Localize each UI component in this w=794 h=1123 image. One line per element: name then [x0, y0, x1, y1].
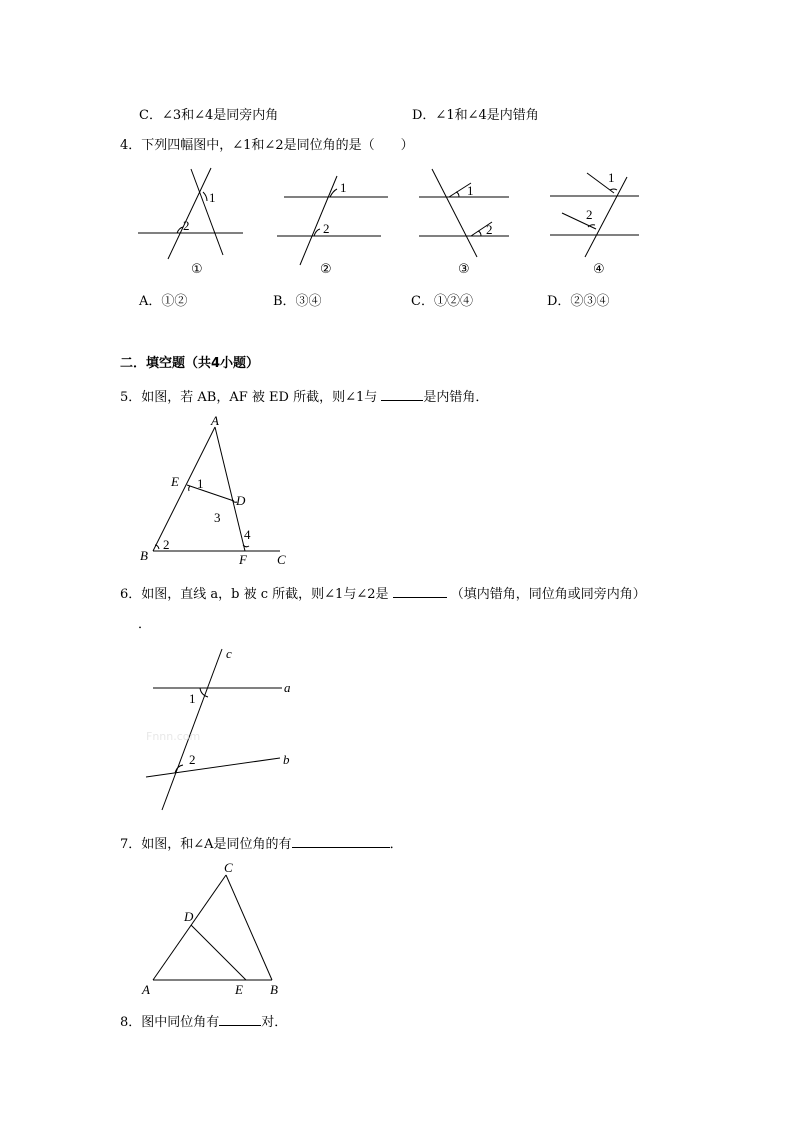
q5-stem-part-a: 5．如图，若 AB，AF 被 ED 所截，则∠1与 — [120, 390, 378, 405]
q6-line-b: b — [283, 752, 290, 767]
q8-stem-part-b: 对． — [261, 1015, 288, 1030]
q5-point-a: A — [211, 413, 219, 428]
q7-point-d: D — [184, 909, 194, 924]
q8-stem-part-a: 8．图中同位角有 — [120, 1015, 220, 1030]
q5-point-f: F — [239, 552, 247, 567]
q4-fig1-angle-1: 1 — [209, 190, 216, 205]
q7-stem-part-b: ． — [389, 837, 403, 852]
q4-fig4-angle-1: 1 — [608, 170, 615, 185]
q4-fig2-label: ② — [320, 262, 332, 277]
q6-angle-1: 1 — [189, 691, 196, 706]
q3-option-c: C．∠3和∠4是同旁内角 — [139, 108, 279, 123]
q4-fig1-label: ① — [191, 262, 203, 277]
q5-angle-3: 3 — [214, 510, 221, 525]
q5-figure — [135, 415, 295, 565]
q7-point-b: B — [270, 982, 278, 997]
q5-point-c: C — [277, 552, 286, 567]
q5-point-d: D — [236, 493, 246, 508]
q8-answer-blank[interactable] — [219, 1013, 261, 1026]
q5-point-b: B — [140, 548, 148, 563]
q7-figure — [135, 855, 295, 995]
q6-answer-blank[interactable] — [393, 585, 447, 598]
q6-stem-part-b: （填内错角，同位角或同旁内角） — [450, 587, 646, 602]
q5-point-e: E — [171, 474, 179, 489]
q5-stem-part-b: 是内错角． — [423, 390, 489, 405]
q5-angle-1: 1 — [197, 476, 204, 491]
q4-fig4-label: ④ — [593, 262, 605, 277]
q7-stem — [120, 833, 403, 852]
q4-option-c: C．①②④ — [411, 294, 473, 309]
q5-stem — [120, 386, 488, 405]
q6-line-a: a — [284, 680, 291, 695]
q4-fig2-angle-2: 2 — [323, 221, 330, 236]
q4-figure-2 — [275, 165, 395, 275]
q6-stem — [120, 583, 646, 602]
q6-stem-end: ． — [138, 617, 152, 632]
q5-angle-2: 2 — [163, 537, 170, 552]
q3-option-d: D．∠1和∠4是内错角 — [412, 108, 539, 123]
q4-option-d: D．②③④ — [547, 294, 610, 309]
q4-figure-1 — [135, 165, 255, 275]
q4-option-b: B．③④ — [273, 294, 322, 309]
q4-option-a: A．①② — [139, 294, 188, 309]
q7-point-e: E — [235, 982, 243, 997]
q4-figure-4 — [545, 165, 665, 275]
q6-angle-2: 2 — [189, 752, 196, 767]
q7-answer-blank[interactable] — [292, 835, 390, 848]
q8-stem — [120, 1011, 287, 1030]
q6-stem-part-a: 6．如图，直线 a，b 被 c 所截，则∠1与∠2是 — [120, 587, 389, 602]
watermark: Fnnn.com — [146, 730, 201, 743]
q4-fig3-label: ③ — [458, 262, 470, 277]
q5-answer-blank[interactable] — [381, 388, 423, 401]
q4-stem: 4．下列四幅图中，∠1和∠2是同位角的是（ ） — [120, 138, 414, 153]
q6-line-c: c — [226, 646, 232, 661]
q7-point-a: A — [142, 982, 150, 997]
section-title: 二．填空题（共4小题） — [120, 356, 260, 371]
q4-fig1-angle-2: 2 — [183, 218, 190, 233]
q4-fig2-angle-1: 1 — [340, 180, 347, 195]
q4-figure-3 — [415, 165, 535, 275]
q4-fig4-angle-2: 2 — [586, 207, 593, 222]
q5-angle-4: 4 — [244, 527, 251, 542]
q7-point-c: C — [224, 860, 233, 875]
q7-stem-part-a: 7．如图，和∠A是同位角的有 — [120, 837, 292, 852]
q4-fig3-angle-1: 1 — [467, 183, 474, 198]
q4-fig3-angle-2: 2 — [486, 222, 493, 237]
